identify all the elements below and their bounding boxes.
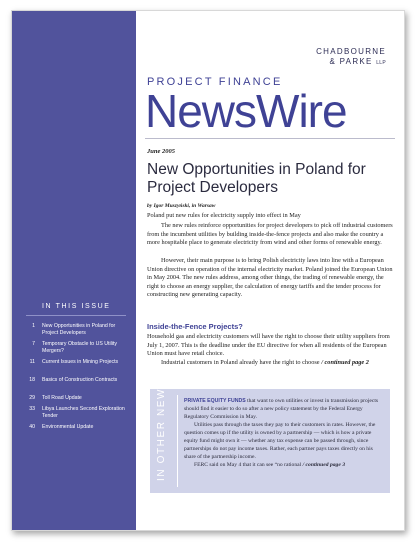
toc-page-number: 40 (29, 424, 35, 431)
toc-item[interactable] (22, 377, 132, 391)
other-news-lead: PRIVATE EQUITY FUNDS (184, 398, 246, 404)
table-of-contents (22, 323, 132, 435)
article-paragraph-3-text: However, their main purpose is to bring Polish electricity laws into line with a European Union directive on operation of the internal electricity market. Poland joined the European Union in May 2004. The new rules address, among other things, the trading of renewable energy, the right to choose an energy supplier, the calculation of energy tariffs and the tender process for constructing new generating capacity. (147, 257, 393, 299)
other-news-text (184, 397, 384, 469)
toc-page-number: 33 (29, 406, 35, 412)
other-news-paragraph-2: Utilities pass through the taxes they pay to their customers in rates. However, the question comes up if the utility is owned by a partnership — which is how a private equity fund might own it — whether any tax expense can be passed through, since partnerships do not pay income taxes. Rather, each partner pays taxes directly on his share of the partnership income. (184, 422, 376, 460)
other-news-paragraph-3 (184, 461, 384, 469)
article-paragraph-3 (147, 257, 397, 300)
toc-item[interactable] (22, 323, 132, 337)
article-byline: by Igor Muszyński, in Warsaw (147, 203, 216, 209)
toc-page-number: 29 (29, 395, 35, 401)
masthead-title: NewsWire (145, 85, 347, 137)
toc-item[interactable] (22, 395, 132, 402)
article-paragraph-2-text: The new rules reinforce opportunities for project developers to pick off industrial customers from the incumbent utilities by building inside-the-fence projects and also make the country a more hospitable place to generate electricity from wind and other forms of renewable energy. (147, 222, 393, 247)
toc-title: Temporary Obstacle to US Utility Mergers? (42, 341, 117, 355)
toc-title: Environmental Update (42, 424, 94, 431)
article-paragraph-1-text: Poland put new rules for electricity supply into effect in May (147, 212, 301, 219)
toc-page-number: 7 (32, 341, 35, 348)
toc-title: Current Issues in Mining Projects (42, 359, 119, 366)
firm-name-parke: & PARKE (329, 57, 373, 66)
continued-link[interactable]: / continued page 2 (321, 358, 369, 366)
masthead-kicker: PROJECT FINANCE (147, 76, 283, 88)
in-this-issue-divider (26, 315, 126, 316)
other-news-divider (177, 395, 178, 487)
article-paragraph-5 (147, 359, 397, 368)
firm-name-line1: CHADBOURNE (316, 47, 386, 56)
toc-item[interactable] (22, 341, 132, 355)
other-news-paragraph-1 (184, 397, 384, 421)
toc-item[interactable] (22, 424, 132, 431)
article-paragraph-5-text: Industrial customers in Poland already have the right to choose (161, 358, 320, 366)
article-paragraph-2 (147, 222, 397, 248)
toc-title: New Opportunities in Poland for Project Developers (42, 323, 116, 337)
toc-title: Basics of Construction Contracts (42, 377, 118, 384)
toc-title: Libya Launches Second Exploration Tender (42, 406, 125, 420)
toc-item[interactable] (22, 406, 132, 420)
toc-page-number: 18 (29, 377, 35, 384)
article-headline: New Opportunities in Poland for Project Developers (147, 161, 366, 196)
in-this-issue-heading: IN THIS ISSUE (42, 303, 111, 310)
toc-page-number: 11 (29, 359, 35, 366)
article-subhead: Inside-the-Fence Projects? (147, 322, 243, 331)
toc-title: Toll Road Update (42, 395, 82, 401)
masthead-divider (145, 138, 395, 139)
other-news-label: IN OTHER NEWS (156, 379, 167, 481)
other-news-paragraph-1-text: that want to own utilities or invest in transmission projects should find it easier to do so after a new policy statement by the Federal Energy Regulatory Commission in May. (184, 398, 379, 420)
left-sidebar (12, 11, 136, 531)
article-paragraph-4 (147, 333, 397, 367)
toc-item[interactable] (22, 359, 132, 373)
article-paragraph-1 (147, 212, 397, 221)
firm-name-llp: LLP (376, 60, 386, 66)
firm-logo (316, 47, 386, 68)
newsletter-page (11, 10, 405, 531)
other-news-paragraph-3-text: FERC said on May 4 that it can see “no rational (194, 462, 302, 468)
toc-page-number: 1 (32, 323, 35, 329)
issue-date: June 2005 (147, 148, 175, 155)
other-news-continued-link[interactable]: / continued page 3 (302, 462, 346, 468)
article-paragraph-4-text: Household gas and electricity customers will have the right to choose their utility suppliers from July 1, 2007. This is the deadline under the EU directive for when all residents of the European Union must have retail choice. (147, 333, 390, 358)
firm-name-line2 (316, 57, 386, 68)
